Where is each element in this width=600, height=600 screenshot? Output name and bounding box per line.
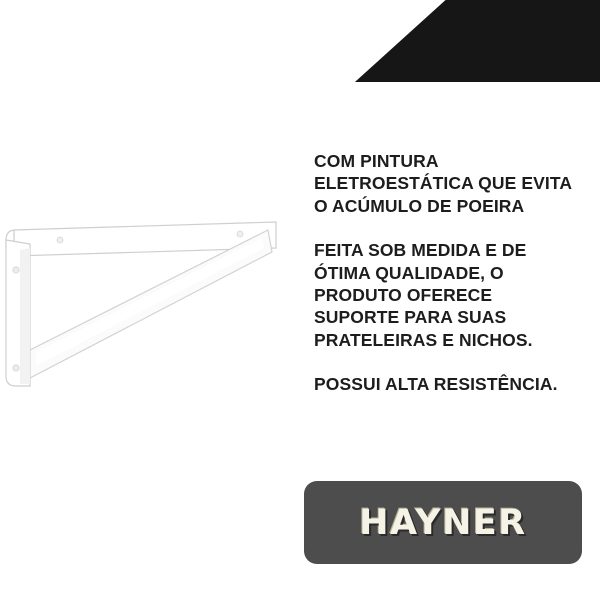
corner-dark-wedge bbox=[355, 0, 600, 82]
feature-paragraph-1: COM PINTURA ELETROESTÁTICA QUE EVITA O ACÚMULO DE POEIRA bbox=[314, 151, 572, 216]
product-image bbox=[0, 200, 300, 430]
feature-text-column bbox=[314, 150, 582, 396]
feature-paragraph-3: POSSUI ALTA RESISTÊNCIA. bbox=[314, 374, 558, 395]
shelf-bracket-icon bbox=[0, 200, 300, 430]
brand-name: HAYNER bbox=[359, 502, 527, 543]
brand-badge bbox=[304, 481, 582, 564]
feature-paragraph-2: FEITA SOB MEDIDA E DE ÓTIMA QUALIDADE, O PRODUTO OFERECE SUPORTE PARA SUAS PRATELEIRAS E NICHOS. bbox=[314, 240, 533, 350]
